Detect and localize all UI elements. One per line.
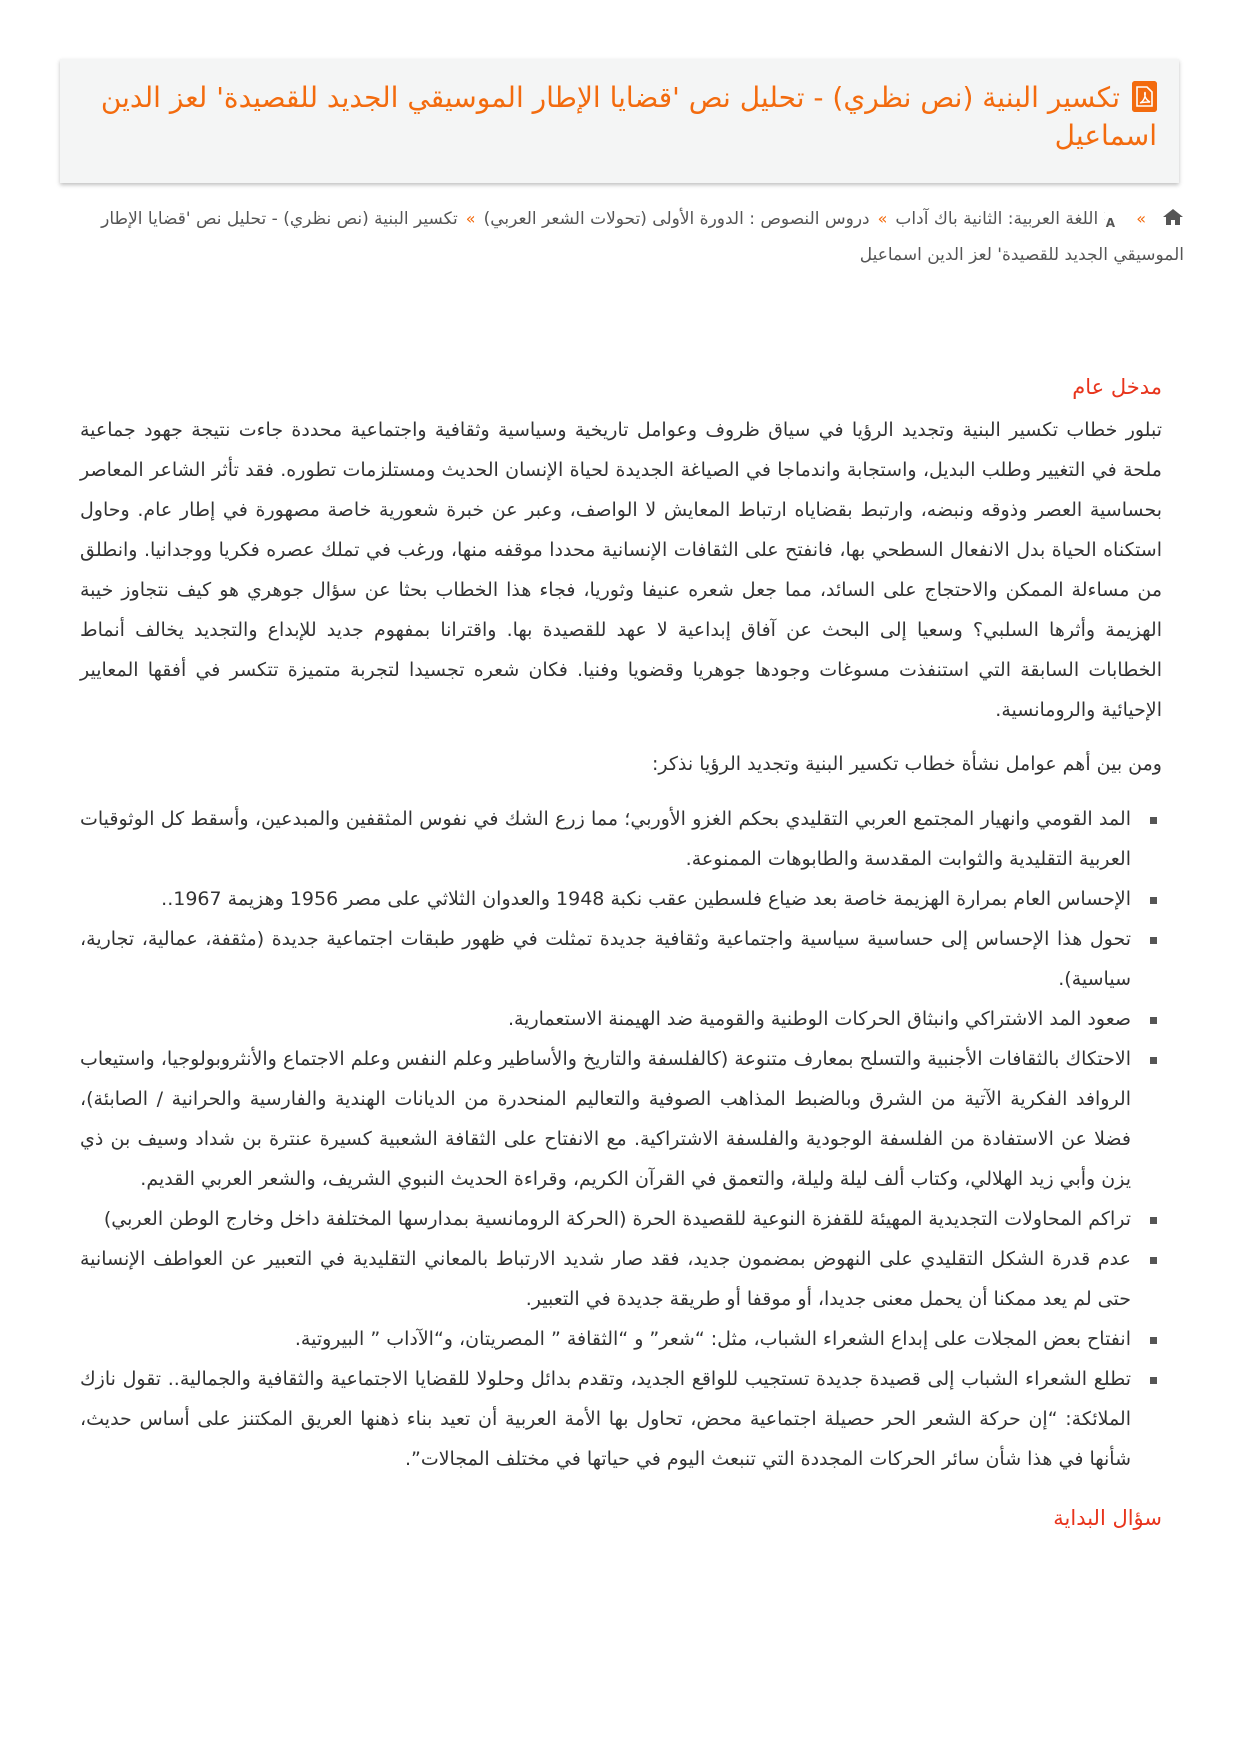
list-item: الإحساس العام بمرارة الهزيمة خاصة بعد ضياع فلسطين عقب نكبة 1948 والعدوان الثلاثي على مصر 1956 وهزيمة 1967.. [80, 879, 1162, 919]
breadcrumb-separator: » [877, 209, 888, 228]
breadcrumb-item-course[interactable]: دروس النصوص : الدورة الأولى (تحولات الشعر العربي) [483, 209, 870, 229]
translate-icon [1104, 205, 1128, 228]
section-title-next: سؤال البداية [1053, 1506, 1162, 1530]
list-item: تراكم المحاولات التجديدية المهيئة للقفزة النوعية للقصيدة الحرة (الحركة الرومانسية بمدارسها المختلفة داخل وخارج الوطن العربي) [80, 1199, 1162, 1239]
breadcrumb-item-current: تكسير البنية (نص نظري) - تحليل نص 'قضايا الإطار الموسيقي الجديد للقصيدة' لعز الدين اسماعيل [101, 209, 1184, 265]
breadcrumb-separator: » [465, 209, 476, 228]
home-icon[interactable] [1162, 203, 1184, 221]
list-item: انفتاح بعض المجلات على إبداع الشعراء الشباب، مثل: “شعر” و “الثقافة ” المصريتان، و“الآداب ” البيروتية. [80, 1319, 1162, 1359]
list-item: الاحتكاك بالثقافات الأجنبية والتسلح بمعارف متنوعة (كالفلسفة والتاريخ والأساطير وعلم النفس وعلم الاجتماع والأنثروبولوجيا، واستيعاب الروافد الفكرية الآتية من الشرق وبالضبط المذاهب الصوفية والتعاليم المنحدرة من الديانات الهندية والفارسية والحرانية / الصابئة)، فضلا عن الاستفادة من الفلسفة الوجودية والفلسفة الاشتراكية. مع الانفتاح على الثقافة الشعبية كسيرة عنترة بن شداد وسيف بن ذي يزن وأبي زيد الهلالي، وكتاب ألف ليلة وليلة، والتعمق في القرآن الكريم، وقراءة الحديث النبوي الشريف، والشعر العربي القديم. [80, 1039, 1162, 1199]
article-content [80, 370, 1162, 1535]
factors-intro: ومن بين أهم عوامل نشأة خطاب تكسير البنية وتجديد الرؤيا نذكر: [652, 753, 1162, 775]
breadcrumb-item-subject[interactable]: اللغة العربية: الثانية باك آداب [895, 209, 1099, 229]
list-item: تحول هذا الإحساس إلى حساسية سياسية واجتماعية وثقافية جديدة تمثلت في ظهور طبقات اجتماعية جديدة (مثقفة، عمالية، تجارية، سياسية). [80, 919, 1162, 999]
list-item: صعود المد الاشتراكي وانبثاق الحركات الوطنية والقومية ضد الهيمنة الاستعمارية. [80, 999, 1162, 1039]
page-title [82, 79, 1157, 155]
intro-paragraph: تبلور خطاب تكسير البنية وتجديد الرؤيا في سياق ظروف وعوامل تاريخية وسياسية وثقافية واجتماعية محددة جاءت نتيجة جهود جماعية ملحة في التغيير وطلب البديل، واستجابة واندماجا في الصياغة الجديدة لحياة الإنسان الحديث ومستلزمات تطوره. فقد تأثر الشاعر المعاصر بحساسية العصر وذوقه ونبضه، وارتبط بقضاياه ارتباط المعايش لا الواصف، وعبر عن خبرة شعورية خاصة مصهورة في إطار عام. وحاول استكناه الحياة بدل الانفعال السطحي بها، فانفتح على الثقافات الإنسانية محددا موقفه منها، ورغب في تملك عصره فكريا ووجدانيا. وانطلق من مساءلة الممكن والاحتجاج على السائد، مما جعل شعره عنيفا وثوريا، فجاء هذا الخطاب بحثا عن سؤال جوهري هو كيف نتجاوز خيبة الهزيمة وأثرها السلبي؟ وسعيا إلى البحث عن آفاق إبداعية لا عهد للقصيدة بها. واقترانا بمفهوم جديد للإبداع والتجديد يخالف أنماط الخطابات السابقة التي استنفذت مسوغات وجودها جوهريا وقضويا وفنيا. فكان شعره تجسيدا لتجربة متميزة تتكسر في أفقها المعايير الإحيائية والرومانسية. [80, 419, 1162, 721]
page-title-text: تكسير البنية (نص نظري) - تحليل نص 'قضايا الإطار الموسيقي الجديد للقصيدة' لعز الدين اسماعيل [100, 81, 1157, 152]
list-item: عدم قدرة الشكل التقليدي على النهوض بمضمون جديد، فقد صار شديد الارتباط بالمعاني التقليدية في التعبير عن العواطف الإنسانية حتى لم يعد ممكنا أن يحمل معنى جديدا، أو موقفا أو طريقة جديدة في التعبير. [80, 1239, 1162, 1319]
svg-text:A: A [1105, 216, 1116, 228]
factors-list [80, 799, 1162, 1479]
pdf-icon[interactable] [1132, 81, 1157, 112]
list-item: المد القومي وانهيار المجتمع العربي التقليدي بحكم الغزو الأوربي؛ مما زرع الشك في نفوس المثقفين والمبدعين، وأسقط كل الوثوقيات العربية التقليدية والثوابت المقدسة والطابوهات الممنوعة. [80, 799, 1162, 879]
section-title-intro: مدخل عام [1072, 375, 1162, 399]
breadcrumb [84, 201, 1184, 273]
title-box [60, 59, 1179, 183]
breadcrumb-separator: » [1136, 209, 1146, 228]
list-item: تطلع الشعراء الشباب إلى قصيدة جديدة تستجيب للواقع الجديد، وتقدم بدائل وحلولا للقضايا الاجتماعية والثقافية والجمالية.. تقول نازك الملائكة: “إن حركة الشعر الحر حصيلة اجتماعية محض، تحاول بها الأمة العربية أن تعيد بناء ذهنها العريق المكتنز على أساس حديث، شأنها في هذا شأن سائر الحركات المجددة التي تنبعث اليوم في حياتها في مختلف المجالات”. [80, 1359, 1162, 1479]
